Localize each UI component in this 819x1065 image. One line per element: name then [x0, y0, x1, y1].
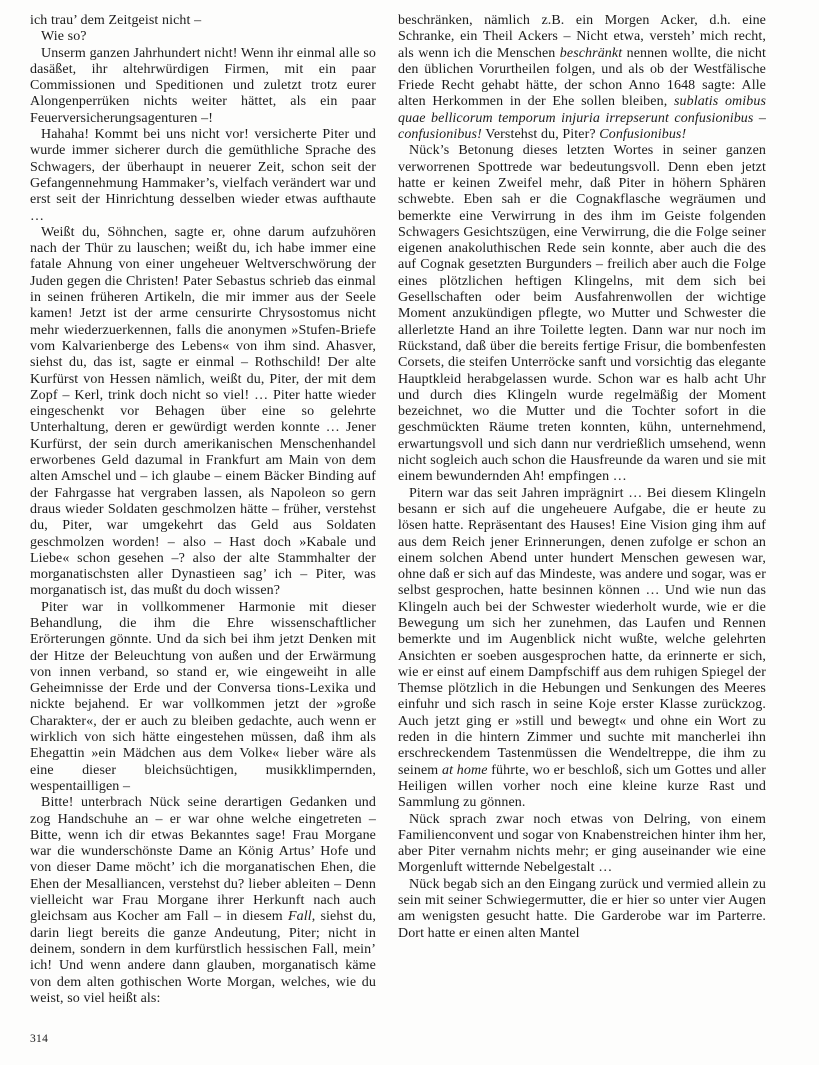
text-segment: Hahaha! Kommt bei uns nicht vor! versicherte Piter und wurde immer sicherer durch die gemüthliche Sprache des Schwagers, der überhaupt in neuerer Zeit, schon seit der Gefangennehmung Hammaker’s, vielfach verändert war und erst seit der Hinrichtung desselben wieder etwas aufthaute … [30, 127, 376, 224]
italic-text-segment: at home [441, 762, 488, 778]
text-segment: Nück sprach zwar noch etwas von Delring, von einem Familienconvent und sogar von Knabenstreichen hinter ihm her, aber Piter vernahm nichts mehr; er ging auseinander wie eine Morgenluft witternde Nebelgestalt … [398, 811, 766, 876]
page-number: 314 [30, 1033, 49, 1045]
italic-text-segment: Confusionibus! [599, 127, 687, 143]
paragraph [30, 600, 376, 796]
paragraph [398, 877, 766, 942]
paragraph [30, 127, 376, 225]
paragraph [398, 486, 766, 812]
paragraph [398, 812, 766, 877]
text-segment: nennen wollte, die nicht den üblichen Vorurtheilen folgen, und als ob der Westfälische Friede Recht gehabt hätte, der schon Anno 1648 sagte: Alle alten Herkommen in der Ehe sollen bleiben, [398, 45, 766, 110]
text-segment: Bitte! unterbrach Nück seine derartigen Gedanken und zog Handschuhe an – er war ohne welche eingetreten – Bitte, wenn ich dir etwas Bekanntes sage! Frau Morgane war die wunderschönste Dame an König Artus’ Hofe und von dieser Dame möcht’ ich die morganatischen Ehen, die Ehen der Mesalliancen, verstehst du? lieber ableiten – Denn vielleicht war Frau Morgane ihrer Herkunft nach auch gleichsam aus Kocher am Fall – in diesem [30, 795, 376, 925]
italic-text-segment: beschränkt [559, 45, 623, 61]
text-column-left [30, 13, 376, 1035]
text-segment: Nück begab sich an den Eingang zurück und vermied allein zu sein mit seiner Schwiegermutter, die er hier so unter vier Augen am wenigsten gesucht hatte. Die Garderobe war im Parterre. Dort hatte er einen alten Mantel [398, 876, 766, 941]
text-segment: beschränken, nämlich z.B. ein Morgen Acker, d.h. eine Schranke, ein Theil Ackers – Nicht etwa, versteh’ mich recht, als wenn ich die Menschen [398, 13, 766, 61]
paragraph [30, 46, 376, 127]
paragraph [30, 225, 376, 600]
paragraph [398, 143, 766, 485]
text-segment: , siehst du, darin liegt bereits die ganze Andeutung, Piter; nicht in deinem, sondern in dem kurfürstlich hessischen Fall, mein’ ich! Und wenn andere dann glauben, morganatisch käme von dem alten gothischen Worte Morgan, welches, wie du weist, so viel heißt als: [30, 909, 376, 1006]
text-segment: Unserm ganzen Jahrhundert nicht! Wenn ihr einmal alle so dasäßet, ihr altehrwürdigen Firmen, mit ein paar Commissionen und Speditionen und zuletzt trotz eurer Alongenperrüken nichts weiter hättet, als ein paar Feuerversicherungsagenturen –! [30, 45, 376, 126]
text-segment: Pitern war das seit Jahren imprägnirt … Bei diesem Klingeln besann er sich auf die ungeheuere Aufgabe, die er heute zu lösen hatte. Repräsentant des Hauses! Eine Vision ging ihm auf aus dem Reich jener Erinnerungen, denen zufolge er schon an einem solchen Abend unter hundert Menschen gewesen war, ohne daß er sich auf das Mindeste, was andere und sogar, was er selbst gesprochen, hatte besinnen können … Und wie nun das Klingeln auch bei der Schwester wiederholt wurde, wie er die Bewegung um sich her zunehmen, das Laufen und Rennen bemerkte und im Augenblick nicht wußte, welche gelehrten Ansichten er soeben ausgesprochen hatte, da erinnerte er sich, wie er einst auf einem Dampfschiff aus dem ruhigen Spiegel der Themse plötzlich in die Hebungen und Senkungen des Meeres einfuhr und sich rasch in seine Koje erster Klasse zurückzog. Auch jetzt ging er »still und bewegt« und ohne ein Wort zu reden in die hintern Zimmer und suchte mit mancherlei ihn erschreckendem Tastenmüssen die Wendeltreppe, die ihm zu seinem [398, 485, 766, 778]
italic-text-segment: sublatis omibus quae bellicorum temporum injuria irrepserunt confusionibus – confusionibus! [398, 94, 766, 143]
text-column-right [398, 13, 766, 1035]
text-segment: Piter war in vollkommener Harmonie mit dieser Behandlung, die ihm die Ehre wissenschaftlicher Erörterungen gönnte. Und da sich bei ihm jetzt Denken mit der Hitze der Beleuchtung von außen und der Erwärmung von innen verband, so stand er, wie eingeweiht in alle Geheimnisse der Erde und der Conversa tions-Lexika und nickte bejahend. Er war vollkommen jetzt der »große Charakter«, der er auch zu bleiben gedachte, auch wenn er wirklich von sich hätte eingestehen müssen, daß ihm als Ehegattin »ein Mädchen aus dem Volke« lieber wäre als eine dieser bleichsüchtigen, musikklimpernden, wespentailligen – [30, 599, 376, 794]
text-segment: führte, wo er beschloß, sich um Gottes und aller Heiligen willen vorher noch eine kleine kurze Rast und Sammlung zu gönnen. [398, 762, 766, 811]
text-segment: Weißt du, Söhnchen, sagte er, ohne darum aufzuhören nach der Thür zu lauschen; weißt du, ich habe immer eine fatale Ahnung von einer ungeheuer Weltverschwörung der Juden gegen die Christen! Pater Sebastus schrieb das einmal in seinen früheren Artikeln, die mir immer aus der Seele kamen! Jetzt ist der arme censurirte Chrysostomus nicht mehr wiederzuerkennen, falls die anonymen »Stufen-Briefe vom Kalvarienberge des Lebens« von ihm sind. Ahasver, siehst du, das ist, sagte er einmal – Rothschild! Der alte Kurfürst von Hessen nämlich, weißt du, Piter, der mit dem Zopf – Kerl, trink doch nicht so viel! … Piter hatte wieder eingeschenkt vor Behagen über eine so gelehrte Unterhaltung, deren er gewürdigt werden konnte … Jener Kurfürst, der sein durch amerikanischen Menschenhandel erworbenes Geld dazumal in Frankfurt am Main von dem alten Amschel und – ich glaube – einem Bäcker Binding auf der Fahrgasse hat vergraben lassen, als Napoleon so gern draus wieder Soldaten geschmolzen hätte – früher, verstehst du, Piter, war umgekehrt das Geld aus Soldaten geschmolzen worden! – also – Hast doch »Kabale und Liebe« schon gesehen –? also der alte Stammhalter der morganatischsten aller Dynastieen sag’ ich – Piter, was morganatisch ist, das mußt du doch wissen? [30, 224, 376, 599]
italic-text-segment: Fall [287, 909, 312, 925]
paragraph [30, 795, 376, 1007]
text-columns [30, 13, 766, 1035]
text-segment: ich trau’ dem Zeitgeist nicht – [30, 13, 202, 28]
text-segment: Wie so? [41, 29, 87, 45]
text-segment: Nück’s Betonung dieses letzten Wortes in seiner ganzen verworrenen Spottrede war bedeutungsvoll. Denn eben jetzt hatte er keinen Zweifel mehr, daß Piter in höhern Sphären schwebte. Eben sah er die Cognakflasche wegräumen und bemerkte eine Verwirrung in des ihm im Geiste folgenden Schwagers Gesichtszügen, eine Verwirrung, die die Folge seiner eigenen anakoluthischen Rede sein konnte, aber auch die des auf Cognak gesetzten Burgunders – freilich aber auch die Folge eines plötzlichen heftigen Klingelns, mit dem sich bei Gesellschaften oder beim Ausfahrenwollen der wichtige Moment anzukündigen pflegte, wo Mutter und Schwester die allerletzte Hand an ihre Toilette legten. Dann war nur noch im Rückstand, daß über die bereits fertige Frisur, die bombenfesten Corsets, die steifen Unterröcke sanft und vorsichtig das elegante Hauptkleid herabgelassen wurde. Schon war es halb acht Uhr und durch dies Klingeln wurde regelmäßig der Moment bezeichnet, wo die Mutter und die Tochter sofort in die geschmückten Räume treten konnten, kühn, unternehmend, erwartungsvoll und sich dann nur verdrießlich umsehend, wenn nicht sogleich auch schon die Hausfreunde da waren und sie mit einem bewundernden Ah! empfingen … [398, 143, 766, 485]
paragraph [398, 13, 766, 143]
paragraph [30, 29, 376, 45]
paragraph [30, 13, 376, 29]
text-segment: Verstehst du, Piter? [481, 127, 600, 143]
